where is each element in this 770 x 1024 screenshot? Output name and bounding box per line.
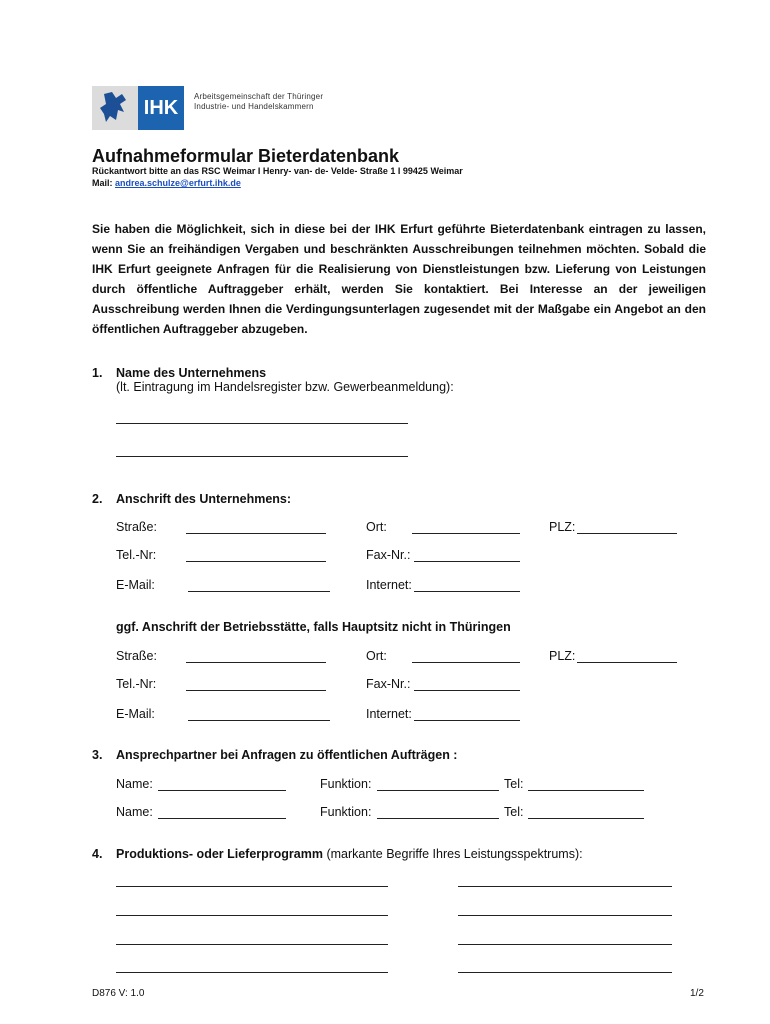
intro-text: Sie haben die Möglichkeit, sich in diese bei der IHK Erfurt geführte Bieterdatenbank eintragen zu lassen, wenn Sie an freihändigen Vergaben und beschränkten Ausschreibungen teilnehmen möchten. Sobald die IHK Erfurt geeignete Anfragen für die Realisierung von Dienstleistungen bzw. Lieferung von Leistungen durch öffentliche Auftraggeber erhält, werden Sie kontaktiert. Bei Interesse an der jeweiligen Ausschreibung werden Ihnen die Verdingungsunterlagen zugesendet mit der Maßgabe ein Angebot an den öffentlichen Auftraggeber abzugeben.: [92, 222, 706, 336]
zip-label: PLZ:: [549, 520, 576, 534]
page-title: Aufnahmeformular Bieterdatenbank: [92, 146, 400, 166]
mail-label: Mail:: [92, 178, 113, 188]
branch-title: ggf. Anschrift der Betriebsstätte, falls Hauptsitz nicht in Thüringen: [116, 620, 511, 634]
branch-fax-field[interactable]: [414, 690, 520, 691]
contact2-function-label: Funktion:: [320, 805, 372, 819]
section1-note: (lt. Eintragung im Handelsregister bzw. Gewerbeanmeldung):: [116, 380, 454, 394]
document-id: D876 V: 1.0: [92, 988, 145, 999]
branch-street-label: Straße:: [116, 649, 157, 663]
section4-title: Produktions- oder Lieferprogramm: [116, 847, 323, 861]
contact1-function-label: Funktion:: [320, 777, 372, 791]
contact2-name-label: Name:: [116, 805, 153, 819]
program-field-right-4[interactable]: [458, 972, 672, 973]
branch-tel-field[interactable]: [186, 690, 326, 691]
branch-email-label: E-Mail:: [116, 707, 155, 721]
reply-address: Rückantwort bitte an das RSC Weimar I Henry- van- de- Velde- Straße 1 I 99425 Weimar: [92, 166, 463, 176]
intro-paragraph: [92, 219, 706, 339]
branch-zip-field[interactable]: [577, 662, 677, 663]
city-label: Ort:: [366, 520, 387, 534]
email-label: E-Mail:: [116, 578, 155, 592]
company-name-field-2[interactable]: [116, 456, 408, 457]
zip-field[interactable]: [577, 533, 677, 534]
section1-number: 1.: [92, 366, 103, 380]
branch-city-label: Ort:: [366, 649, 387, 663]
contact1-name-label: Name:: [116, 777, 153, 791]
section1-title: Name des Unternehmens: [116, 366, 267, 380]
section2-number: 2.: [92, 492, 103, 506]
mail-line: [92, 178, 241, 188]
ihk-logo: [92, 86, 184, 130]
program-field-left-1[interactable]: [116, 886, 388, 887]
email-field[interactable]: [188, 591, 330, 592]
section2-title: Anschrift des Unternehmens:: [116, 492, 292, 506]
tel-label: Tel.-Nr:: [116, 548, 157, 562]
street-label: Straße:: [116, 520, 157, 534]
program-field-left-4[interactable]: [116, 972, 388, 973]
program-field-right-2[interactable]: [458, 915, 672, 916]
branch-email-field[interactable]: [188, 720, 330, 721]
org-name-line1: Arbeitsgemeinschaft der Thüringer: [194, 92, 324, 101]
contact2-name-field[interactable]: [158, 818, 286, 819]
branch-city-field[interactable]: [412, 662, 520, 663]
city-field[interactable]: [412, 533, 520, 534]
section3-title: Ansprechpartner bei Anfragen zu öffentlichen Aufträgen :: [116, 748, 458, 762]
program-field-right-3[interactable]: [458, 944, 672, 945]
section3-number: 3.: [92, 748, 103, 762]
section4-note: (markante Begriffe Ihres Leistungsspektrums):: [326, 847, 583, 861]
program-field-left-3[interactable]: [116, 944, 388, 945]
program-field-right-1[interactable]: [458, 886, 672, 887]
contact1-tel-field[interactable]: [528, 790, 644, 791]
mail-link[interactable]: andrea.schulze@erfurt.ihk.de: [115, 178, 241, 188]
section4-number: 4.: [92, 847, 103, 861]
org-name-line2: Industrie- und Handelskammern: [194, 102, 314, 111]
internet-field[interactable]: [414, 591, 520, 592]
contact1-name-field[interactable]: [158, 790, 286, 791]
page-number: 1/2: [690, 988, 704, 999]
branch-tel-label: Tel.-Nr:: [116, 677, 157, 691]
street-field[interactable]: [186, 533, 326, 534]
fax-field[interactable]: [414, 561, 520, 562]
contact1-tel-label: Tel:: [504, 777, 524, 791]
branch-zip-label: PLZ:: [549, 649, 576, 663]
program-field-left-2[interactable]: [116, 915, 388, 916]
contact2-tel-label: Tel:: [504, 805, 524, 819]
branch-fax-label: Fax-Nr.:: [366, 677, 411, 691]
contact1-function-field[interactable]: [377, 790, 499, 791]
fax-label: Fax-Nr.:: [366, 548, 411, 562]
company-name-field-1[interactable]: [116, 423, 408, 424]
contact2-function-field[interactable]: [377, 818, 499, 819]
contact2-tel-field[interactable]: [528, 818, 644, 819]
section4-heading: [116, 847, 583, 861]
logo-brand: IHK: [138, 86, 184, 130]
tel-field[interactable]: [186, 561, 326, 562]
branch-street-field[interactable]: [186, 662, 326, 663]
branch-internet-label: Internet:: [366, 707, 412, 721]
lion-emblem-icon: [92, 86, 138, 130]
branch-internet-field[interactable]: [414, 720, 520, 721]
internet-label: Internet:: [366, 578, 412, 592]
